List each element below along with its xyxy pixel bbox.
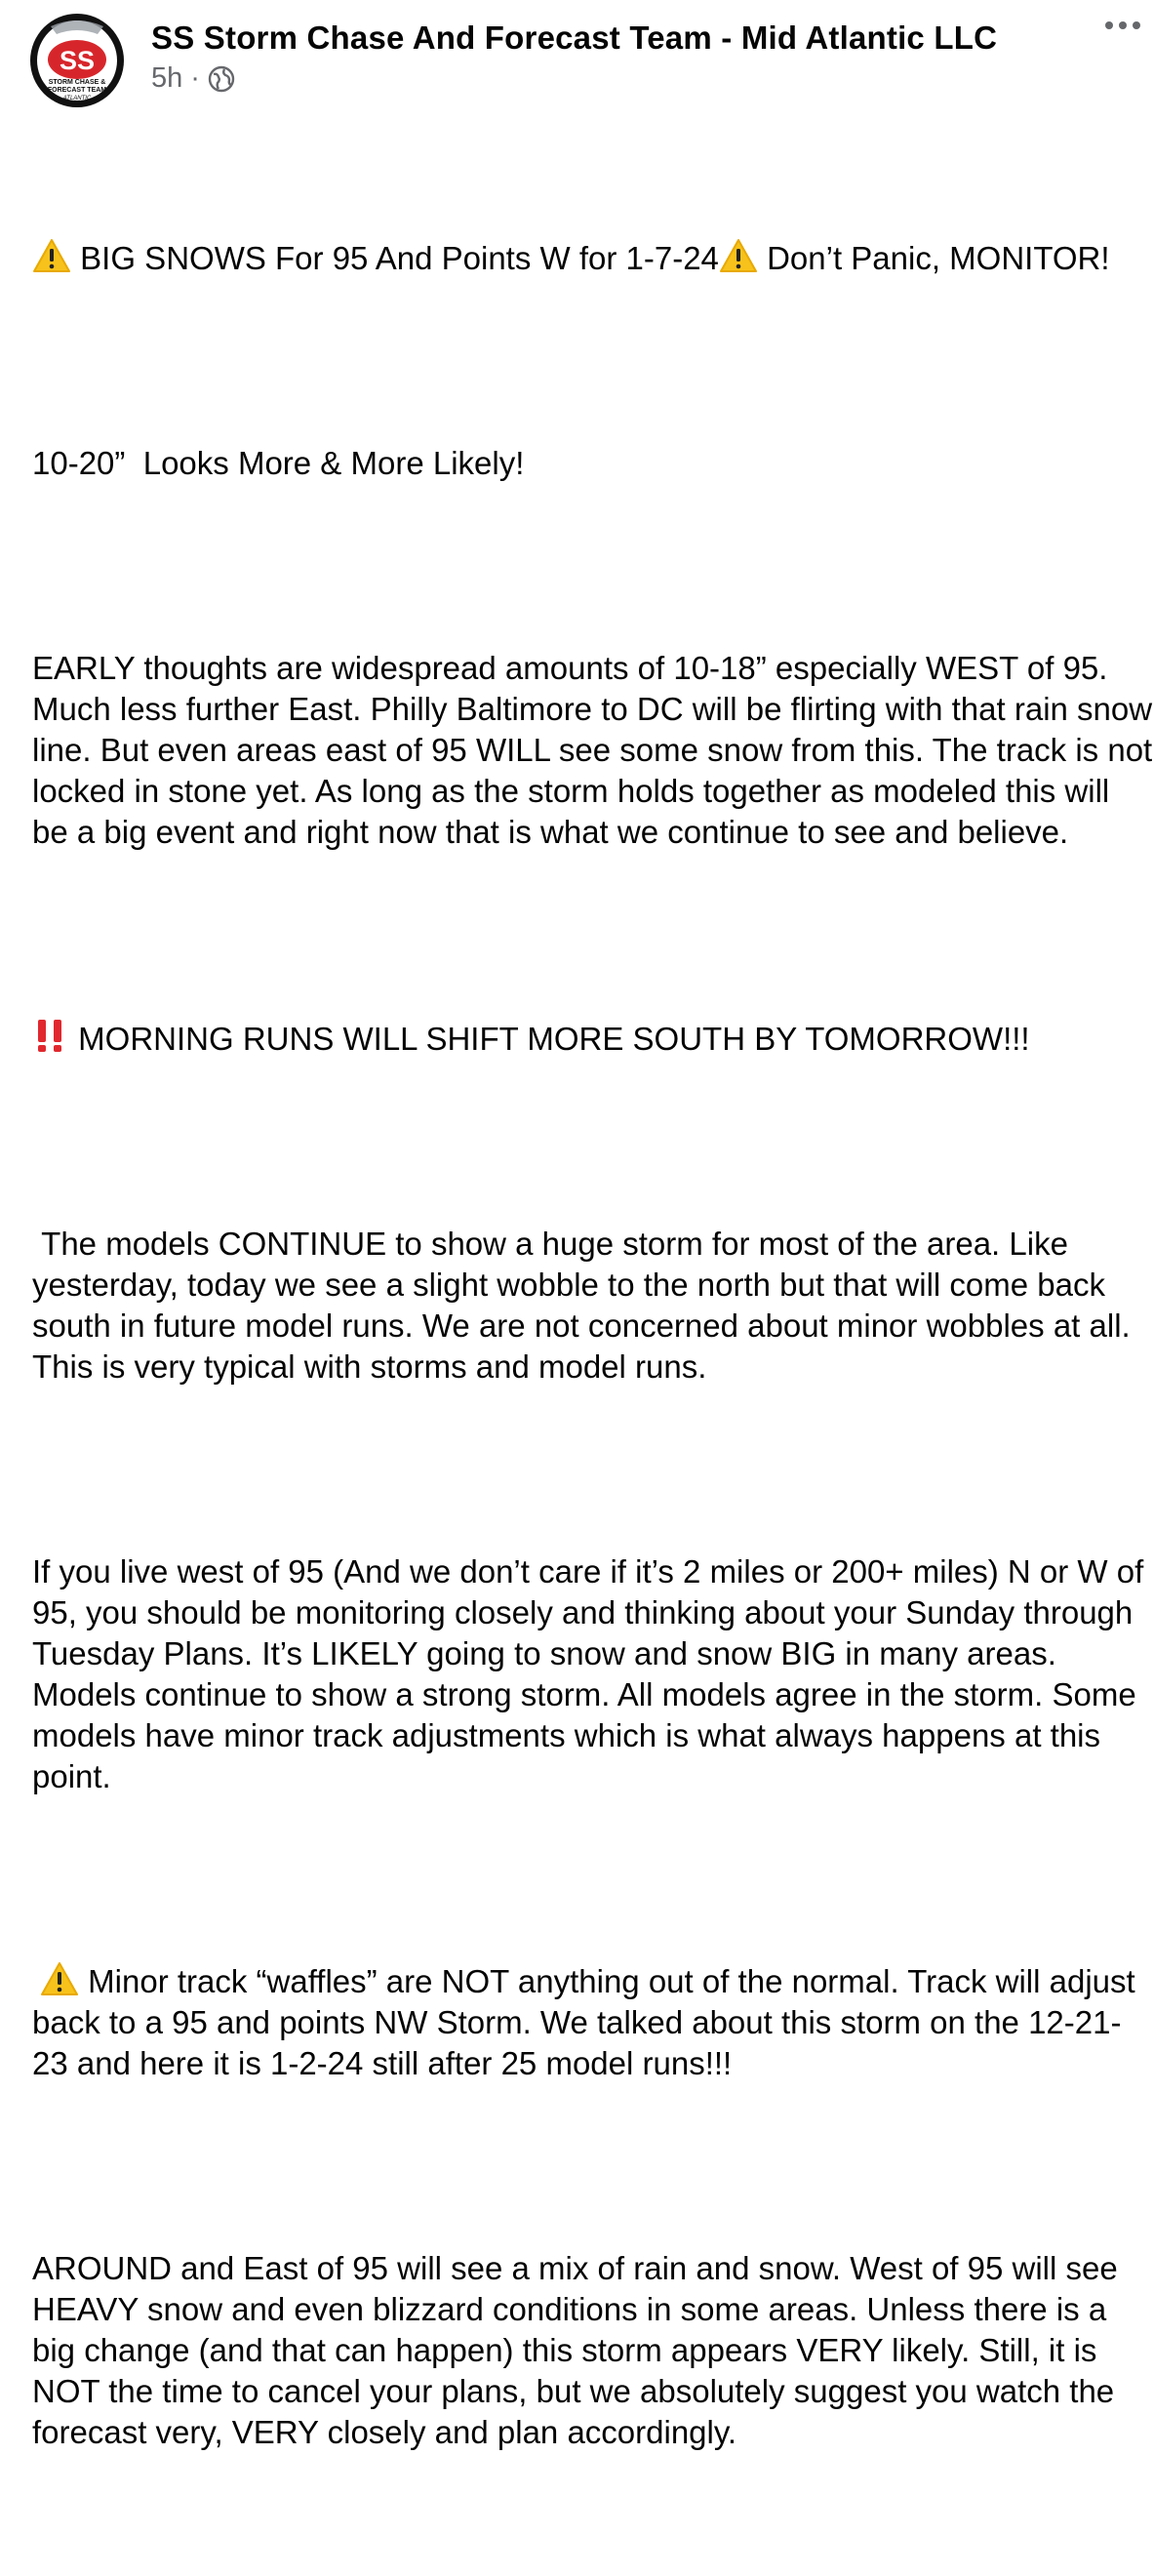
warning-icon [719,238,758,273]
globe-icon[interactable] [208,65,235,93]
headline-text-a: BIG SNOWS For 95 And Points W for 1-7-24 [71,240,719,276]
avatar-ring-text: STORM CHASE & [48,79,106,86]
post-paragraph-totals: 10-20” Looks More & More Likely! [32,445,525,481]
author-name[interactable]: SS Storm Chase And Forecast Team - Mid Atlantic LLC [151,20,998,56]
avatar-ring-text: FORECAST TEAM [47,87,107,94]
post-header [0,0,1142,107]
avatar-ring-text: ATLANTIC [62,96,92,101]
more-options-icon[interactable] [1103,16,1142,35]
post-body [32,115,1154,2576]
morning-runs-text: MORNING RUNS WILL SHIFT MORE SOUTH BY TOMORROW!!! [69,1021,1030,1057]
post-paragraph-track [32,1961,1154,2084]
post-meta [151,62,235,95]
post-time[interactable]: 5h [151,62,183,94]
headline-text-b: Don’t Panic, MONITOR! [757,240,1110,276]
warning-icon [32,238,71,273]
double-exclamation-icon [32,1017,69,1054]
post-paragraph-early-thoughts: EARLY thoughts are widespread amounts of 10-18” especially WEST of 95. Much less further East. Philly Baltimore to DC will be flirting with that rain snow line. But even areas east of 95 WILL see some snow from this. The track is not locked in stone yet. As long as the storm holds together as modeled this will be a big event and right now that is what we continue to see and believe. [32,650,1153,850]
post-paragraph-headline [32,238,1154,279]
avatar-logo-text: SS [59,46,96,75]
track-text: Minor track “waffles” are NOT anything out of the normal. Track will adjust back to a 95 and points NW Storm. We talked about this storm on the 12-21-23 and here it is 1-2-24 still after 25 model runs!!! [32,1963,1144,2081]
post-paragraph-around-95: AROUND and East of 95 will see a mix of rain and snow. West of 95 will see HEAVY snow and even blizzard conditions in some areas. Unless there is a big change (and that can happen) this storm appears VERY likely. Still, it is NOT the time to cancel your plans, but we absolutely suggest you watch the forecast very, VERY closely and plan accordingly. [32,2250,1127,2450]
warning-icon [40,1961,79,1996]
post-paragraph-models: The models CONTINUE to show a huge storm for most of the area. Like yesterday, today we see a slight wobble to the north but that will come back south in future model runs. We are not concerned about minor wobbles at all. This is very typical with storms and model runs. [32,1226,1139,1385]
meta-separator: · [190,62,200,94]
post-paragraph-morning-runs [32,1017,1154,1060]
page-avatar[interactable] [29,13,125,108]
post-paragraph-west-of-95: If you live west of 95 (And we don’t care if it’s 2 miles or 200+ miles) N or W of 95, you should be monitoring closely and thinking about your Sunday through Tuesday Plans. It’s LIKELY going to snow and snow BIG in many areas. Models continue to show a strong storm. All models agree in the storm. Some models have minor track adjustments which is what always happens at this point. [32,1553,1153,1794]
